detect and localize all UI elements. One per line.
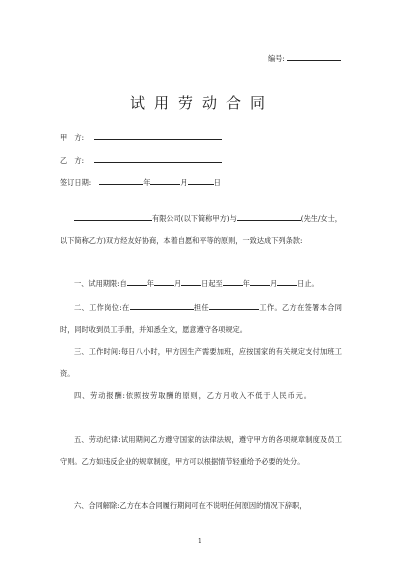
sign-date-line [60,176,221,188]
page-title: 试用劳动合同 [130,94,275,112]
sign-year-blank [99,176,143,185]
clause-work-post [60,297,342,341]
clause-trial-period [60,273,342,295]
intro-text-2: (先生/女士，以下简称乙方)双方经友好协商，本着自愿和平等的原则，一致达成下列条款: [60,214,342,245]
month-label: 月 [180,178,188,187]
department-blank [130,301,194,310]
number-blank [287,52,341,61]
party-a-blank [94,131,222,140]
party-a-line [60,131,222,143]
clause-1-year-2: 年 [242,279,250,288]
end-month-blank [250,277,270,286]
clause-1-year: 年 [146,279,154,288]
end-day-blank [277,277,297,286]
clause-1-end: 日止。 [297,279,319,288]
sign-month-blank [150,176,180,185]
party-b-blank [94,154,222,163]
page-number: 1 [198,538,202,545]
sign-date-label: 签订日期: [60,178,92,187]
clause-2-serve: 担任 [193,303,210,312]
intro-text-1: 有限公司(以下简称甲方)与 [152,214,237,223]
year-label: 年 [143,178,151,187]
clause-2-text: 工作。乙方在签署本合同时，同时收到员工手册，并知悉全文，愿意遵守各项规定。 [60,303,342,334]
document-number [268,52,341,64]
number-label: 编号: [268,54,285,63]
clause-remuneration: 四、劳动报酬:依照按劳取酬的原则，乙方月收入不低于人民币元。 [74,391,312,400]
employee-name-blank [237,212,301,221]
clause-1-until: 日起至 [201,279,223,288]
sign-day-blank [188,176,214,185]
party-b-label: 乙 方: [60,156,84,165]
party-b-line [60,154,222,166]
intro-paragraph [60,208,342,252]
clause-1-month: 月 [173,279,182,288]
start-month-blank [154,277,174,286]
start-day-blank [181,277,201,286]
company-blank [74,212,152,221]
clause-2-label: 二、工作岗位:在 [74,303,130,312]
clause-working-hours: 三、工作时间:每日八小时，甲方因生产需要加班，应按国家的有关规定支付加班工资。 [60,347,342,378]
end-year-blank [223,277,243,286]
day-label: 日 [213,178,221,187]
party-a-label: 甲 方: [60,133,84,142]
start-year-blank [127,277,147,286]
position-blank [209,301,259,310]
clause-labor-discipline: 五、劳动纪律:试用期间乙方遵守国家的法律法规，遵守甲方的各项规章制度及员工守则。乙方如违反企业的规章制度，甲方可以根据情节轻重给予必要的处分。 [60,435,342,466]
clause-1-month-2: 月 [269,279,278,288]
clause-termination: 六、合同解除:乙方在本合同履行期间可在不说明任何原因的情况下辞职， [74,501,307,510]
clause-1-label: 一、试用期限:自 [74,279,127,288]
